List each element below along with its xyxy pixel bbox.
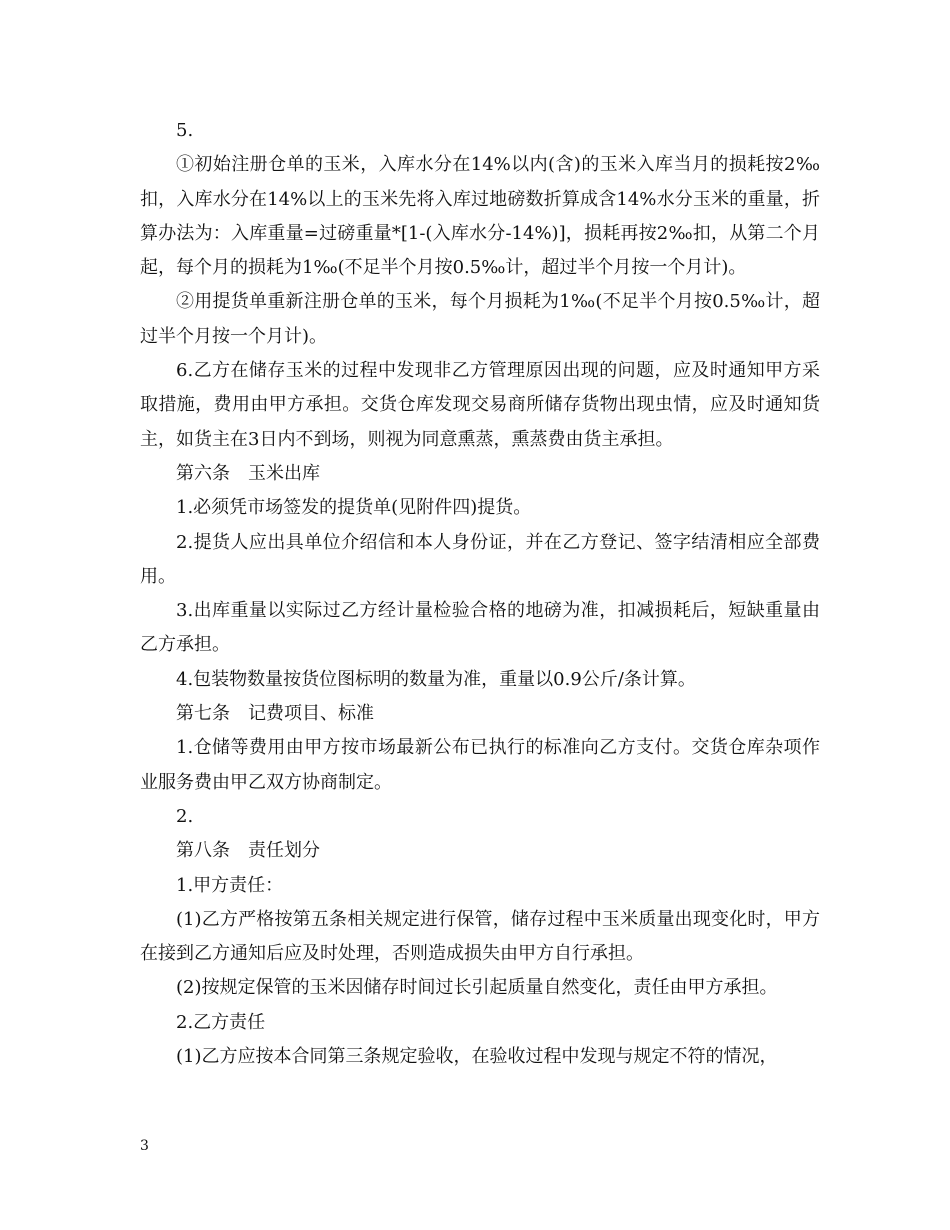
article-6-item-2: 2.提货人应出具单位介绍信和本人身份证，并在乙方登记、签字结清相应全部费用。 [140, 531, 820, 587]
party-b-responsibility-1: (1)乙方应按本合同第三条规定验收，在验收过程中发现与规定不符的情况， [176, 1046, 778, 1068]
page-number: 3 [140, 1138, 149, 1154]
paragraph-item-6: 6.乙方在储存玉米的过程中发现非乙方管理原因出现的问题，应及时通知甲方采取措施，费用由甲方承担。交货仓库发现交易商所储存货物出现虫情，应及时通知货主，如货主在3日内不到场，则视为同意熏蒸，熏蒸费由货主承担。 [140, 360, 820, 450]
article-6-heading: 第六条 玉米出库 [176, 462, 320, 484]
party-a-responsibility-heading: 1.甲方责任： [176, 874, 284, 896]
party-b-responsibility-heading: 2.乙方责任 [176, 1011, 266, 1033]
paragraph-initial-registration-loss: ①初始注册仓单的玉米，入库水分在14%以内(含)的玉米入库当月的损耗按2‰扣，入库水分在14%以上的玉米先将入库过地磅数折算成含14%水分玉米的重量，折算办法为：入库重量=过磅重量*[1-(入库水分-14%)]，损耗再按2‰扣，从第二个月起，每个月的损耗为1‰(不足半个月按0.5‰计，超过半个月按一个月计)。 [140, 154, 820, 279]
article-8-heading: 第八条 责任划分 [176, 840, 320, 862]
paragraph-reregistration-loss: ②用提货单重新注册仓单的玉米，每个月损耗为1‰(不足半个月按0.5‰计，超过半个月按一个月计)。 [140, 291, 820, 347]
party-a-responsibility-1: (1)乙方严格按第五条相关规定进行保管，储存过程中玉米质量出现变化时，甲方在接到乙方通知后应及时处理，否则造成损失由甲方自行承担。 [140, 908, 820, 965]
article-6-item-1: 1.必须凭市场签发的提货单(见附件四)提货。 [176, 497, 532, 519]
article-6-item-4: 4.包装物数量按货位图标明的数量为准，重量以0.9公斤/条计算。 [176, 668, 696, 690]
article-7-item-2: 2. [176, 805, 194, 827]
article-7-item-1: 1.仓储等费用由甲方按市场最新公布已执行的标准向乙方支付。交货仓库杂项作业服务费由甲乙双方协商制定。 [140, 737, 820, 793]
party-a-responsibility-2: (2)按规定保管的玉米因储存时间过长引起质量自然变化，责任由甲方承担。 [176, 977, 778, 999]
paragraph-item-5: 5. [176, 120, 194, 141]
contract-body [140, 114, 820, 1074]
article-6-item-3: 3.出库重量以实际过乙方经计量检验合格的地磅为准，扣减损耗后，短缺重量由乙方承担。 [140, 600, 820, 656]
article-7-heading: 第七条 记费项目、标准 [176, 703, 374, 725]
